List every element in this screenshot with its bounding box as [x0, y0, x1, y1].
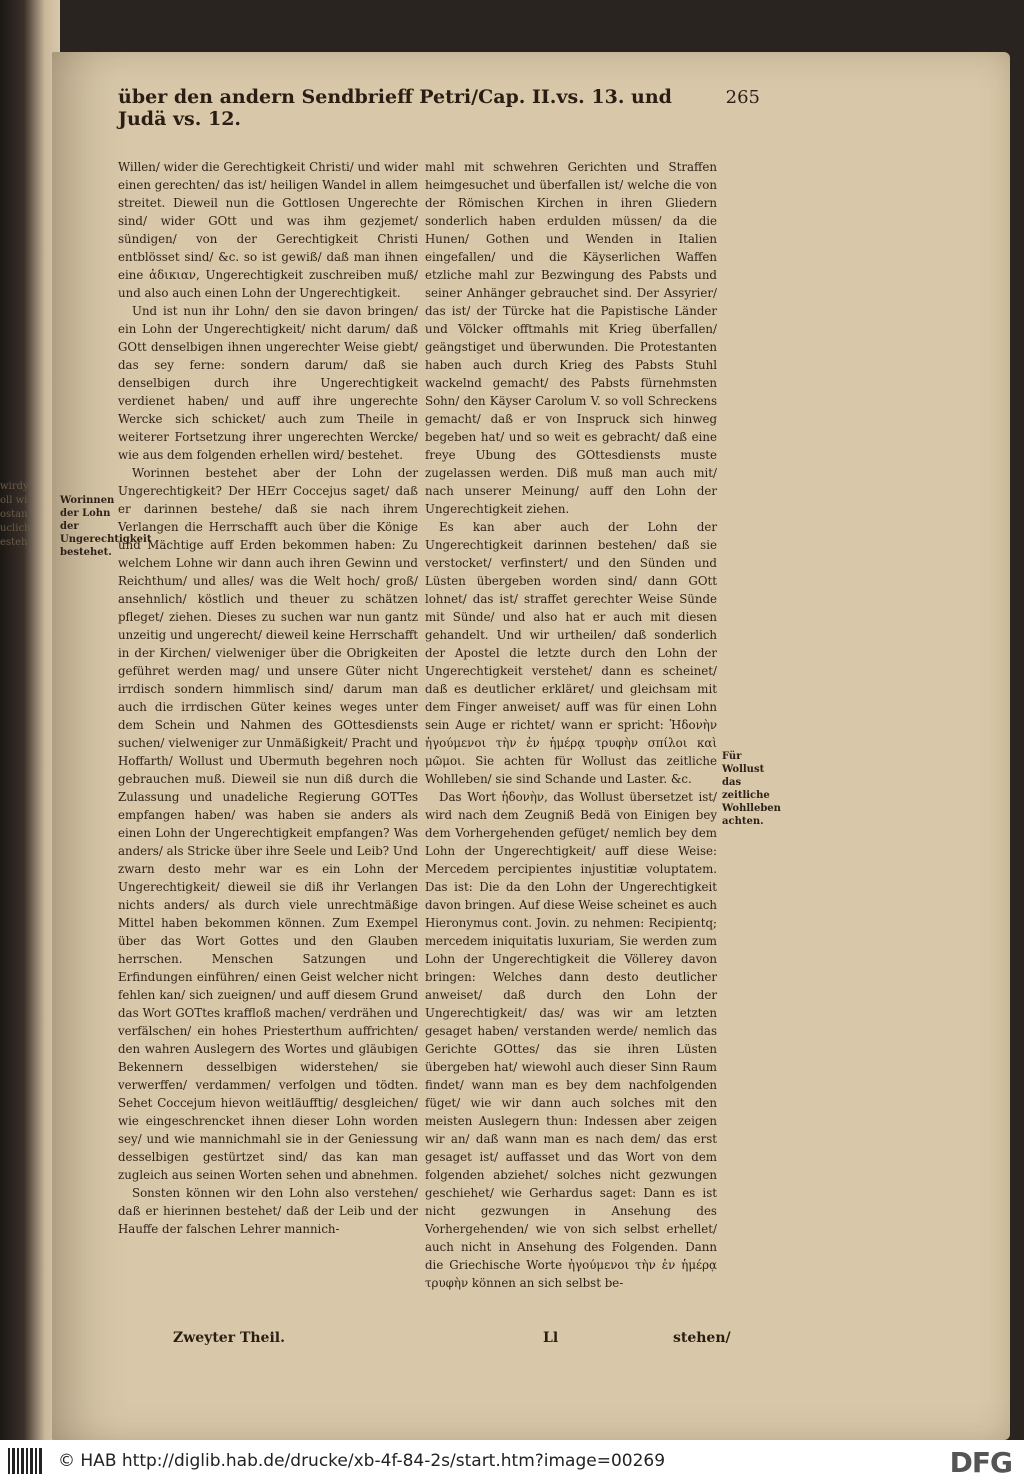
paragraph: Das Wort ἡδονὴν, das Wollust übersetzet ist/ wird nach dem Zeugniß Bedä von Einigen bey dem Vorhergehenden gefüget/ nemlich bey dem Lohn der Ungerechtigkeit/ auff diese Weise: Mercedem percipientes injustitiæ voluptatem. Das ist: Die da den Lohn der Ungerechtigkeit davon bringen. Auf diese Weise scheinet es auch Hieronymus cont. Jovin. zu nehmen: Recipientq; mercedem iniquitatis luxuriam, Sie werden zum Lohn der Ungerechtigkeit die Völlerey davon bringen: Welches dann desto deutlicher anweiset/ daß durch den Lohn der Ungerechtigkeit/ das/ was wir am letzten gesaget haben/ verstanden werde/ nemlich das Gerichte GOttes/ das sie ihren Lüsten übergeben hat/ wiewohl auch dieser Sinn Raum findet/ wann man es bey dem nachfolgenden füget/ wie wir dann auch solches mit den meisten Auslegern thun: Indessen aber zeigen wir an/ daß wann man es nach dem/ das erst gesaget ist/ auffasset und das Wort von dem folgenden abziehet/ solches nicht gezwungen geschiehet/ wie Gerhardus saget: Dann es ist nicht gezwungen in Ansehung des Vorhergehenden/ wie von sich selbst erhellet/ auch nicht in Ansehung des Folgenden. Dann die Griechische Worte ἡγούμενοι τὴν ἐν ἡμέρᾳ τρυφὴν können an sich selbst be- [425, 790, 717, 1290]
right-text-column [425, 158, 717, 1292]
paragraph: Willen/ wider die Gerechtigkeit Christi/ und wider einen gerechten/ das ist/ heiligen Wandel in allem streitet. Dieweil nun die Gottlosen Ungerechte sind/ wider GOtt und was ihm gezjemet/ sündigen/ von der Gerechtigkeit Christi entblösset sind/ &c. so ist gewiß/ daß man ihnen eine ἀδικιαν, Ungerechtigkeit zuschreiben muß/ und also auch einen Lohn der Ungerechtigkeit. [118, 160, 418, 300]
page-number: 265 [725, 87, 760, 108]
paragraph: mahl mit schwehren Gerichten und Straffen heimgesuchet und überfallen ist/ welche die von der Römischen Kirchen in ihren Gliedern sonderlich haben erdulden müssen/ da die Hunen/ Gothen und Wenden in Italien eingefallen/ und die Käyserlichen Waffen etzliche mahl zur Bezwingung des Pabsts und seiner Anhänger gebrauchet sind. Der Assyrier/ das ist/ der Türcke hat die Papistische Länder und Völcker offtmahls mit Krieg überfallen/ geängstiget und überwunden. Die Protestanten haben auch durch Krieg des Pabsts Stuhl wackelnd gemacht/ des Pabsts fürnehmsten Sohn/ den Käyser Carolum V. so voll Schreckens gemacht/ daß er von Inspruck sich hinweg begeben hat/ und so weit es gebracht/ daß eine freye Ubung des GOttesdiensts muste zugelassen werden. Diß muß man auch mit/ nach unserer Meinung/ auff den Lohn der Ungerechtigkeit ziehen. [425, 160, 717, 516]
sheet-sign: Ll [543, 1330, 559, 1346]
edge-line: uclich [0, 523, 31, 534]
paragraph: Sonsten können wir den Lohn also verstehen/ daß er hierinnen bestehet/ daß der Leib und der Hauffe der falschen Lehrer mannich- [118, 1186, 418, 1236]
paragraph: Es kan aber auch der Lohn der Ungerechtigkeit darinnen bestehen/ daß sie verstocket/ verfinstert/ und den Sünden und Lüsten übergeben worden sind/ dann GOtt lohnet/ das ist/ straffet gerechter Weise Sünde mit Sünde/ und also hat er auch mit diesen gehandelt. Und wir urtheilen/ daß sonderlich der Apostel die letzte durch den Lohn der Ungerechtigkeit verstehet/ dann es scheinet/ daß es deutlicher erkläret/ und gleichsam mit dem Finger anweiset/ auff was für einen Lohn sein Auge er richtet/ wann er spricht: Ἡδονὴν ἡγούμενοι τὴν ἐν ἡμέρᾳ τρυφὴν σπίλοι καὶ μῶμοι. Sie achten für Wollust das zeitliche Wohlleben/ sie sind Schande und Laster. &c. [425, 520, 717, 786]
left-margin-note: Worinnen der Lohn der Ungerechtigkeit bestehet. [60, 495, 152, 558]
paragraph: Und ist nun ihr Lohn/ den sie davon bringen/ ein Lohn der Ungerechtigkeit/ nicht darum/ daß GOtt denselbigen ihnen ungerechter Weise giebt/ das sey ferne: sondern darum/ daß sie denselbigen durch ihre Ungerechtigkeit verdienet haben/ und auff ihre ungerechte Wercke sich schicket/ auch zum Theile in weiterer Fortsetzung ihrer ungerechten Wercke/ wie aus dem folgenden erhellen wird/ bestehet. [118, 304, 418, 462]
running-header [118, 86, 760, 130]
edge-line: oll wi [0, 495, 28, 506]
dfg-logo: DFG [949, 1446, 1012, 1479]
edge-line: ostan [0, 509, 28, 520]
left-text-column [118, 158, 418, 1238]
edge-line: esteh [0, 537, 28, 548]
barcode-icon [8, 1448, 42, 1474]
catchword: stehen/ [673, 1330, 731, 1346]
right-margin-note: Für Wollust das zeitliche Wohlleben achten. [722, 751, 781, 827]
previous-page-edge [0, 480, 48, 580]
book-spine [0, 0, 60, 1440]
paragraph: Worinnen bestehet aber der Lohn der Ungerechtigkeit? Der HErr Coccejus saget/ daß er darinnen bestehe/ daß sie nach ihrem Verlangen die Herrschafft auch über die Könige und Mächtige auff Erden bekommen haben: Zu welchem Lohne wir dann auch ihren Gewinn und Reichthum/ und alles/ was die Welt hoch/ groß/ ansehnlich/ köstlich und theuer zu schätzen pfleget/ ziehen. Dieses zu suchen war nun gantz unzeitig und ungerecht/ dieweil keine Herrschafft in der Kirchen/ vielweniger über die Obrigkeiten geführet werden mag/ und unsere Güter nicht irrdisch sondern himmlisch sind/ darum man auch die irrdischen Güter keines weges unter dem Schein und Nahmen des GOttesdiensts suchen/ vielweniger zur Unmäßigkeit/ Pracht und Hoffarth/ Wollust und Ubermuth begehren noch gebrauchen muß. Dieweil sie nun diß durch die Zulassung und unadeliche Regierung GOTTes empfangen haben/ was haben sie anders als einen Lohn der Ungerechtigkeit empfangen? Was anders/ als Stricke über ihre Seele und Leib? Und zwarn desto mehr war es ein Lohn der Ungerechtigkeit/ dieweil sie diß ihr Verlangen nichts anders/ als durch viele unrechtmäßige Mittel haben bekommen können. Zum Exempel über das Wort Gottes und den Glauben herrschen. Menschen Satzungen und Erfindungen einführen/ einen Geist welcher nicht fehlen kan/ sich zueignen/ und auff diesem Grund das Wort GOTtes kraffloß machen/ verdrähen und verfälschen/ ein hohes Priesterthum auffrichten/ den wahren Auslegern des Wortes und gläubigen Bekennern desselbigen widerstehen/ sie verwerffen/ verdammen/ verfolgen und tödten. Sehet Coccejum hievon weitläufftig/ desgleichen/ wie eingeschrencket ihnen dieser Lohn worden sey/ und wie mannichmahl sie in der Geniessung desselbigen gestürtzet sind/ das kan man zugleich aus seinen Worten sehen und abnehmen. [118, 466, 418, 1182]
signature-text: Zweyter Theil. [173, 1330, 285, 1346]
header-title: über den andern Sendbrieff Petri/Cap. II.vs. 13. und Judä vs. 12. [118, 86, 672, 130]
edge-line: wirdy [0, 481, 29, 492]
copyright-link[interactable]: © HAB http://diglib.hab.de/drucke/xb-4f-84-2s/start.htm?image=00269 [58, 1450, 666, 1471]
viewer-footer-bar [0, 1440, 1024, 1481]
